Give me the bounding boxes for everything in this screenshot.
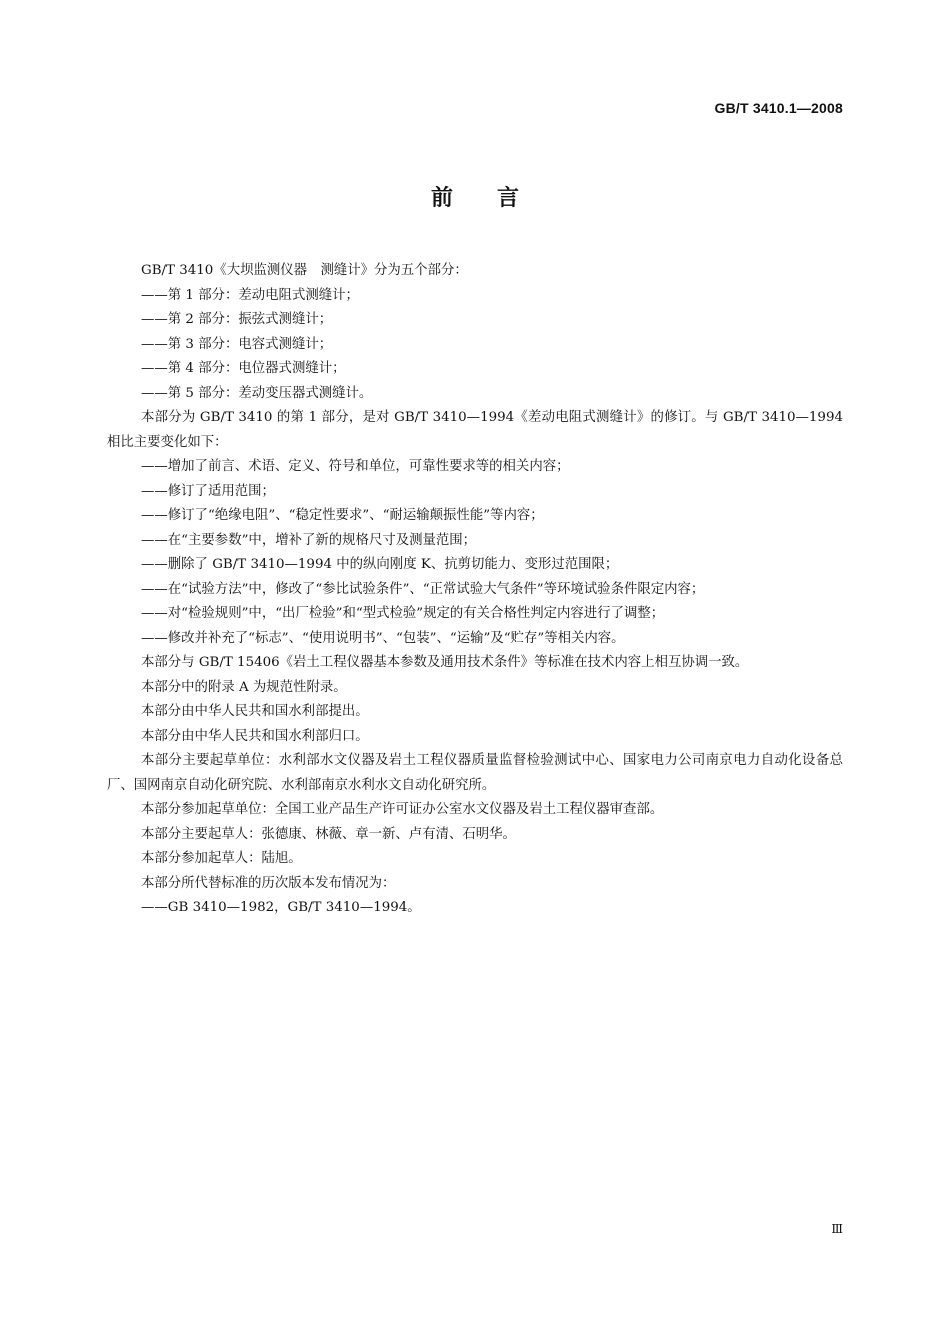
- list-item: ——修改并补充了“标志”、“使用说明书”、“包装”、“运输”及“贮存”等相关内容。: [141, 630, 625, 646]
- list-item: ——删除了 GB/T 3410—1994 中的纵向刚度 K、抗剪切能力、变形过范围限；: [141, 557, 619, 572]
- list-item: ——第 5 部分：差动变压器式测缝计。: [141, 385, 373, 401]
- paragraph: 本部分由中华人民共和国水利部归口。: [141, 728, 369, 744]
- list-item: ——修订了“绝缘电阻”、“稳定性要求”、“耐运输颠振性能”等内容；: [141, 508, 544, 523]
- paragraph: 本部分参加起草人：陆旭。: [141, 851, 302, 866]
- document-body: [107, 259, 843, 921]
- list-item: ——第 2 部分：振弦式测缝计；: [141, 312, 333, 327]
- list-item: ——对“检验规则”中，“出厂检验”和“型式检验”规定的有关合格性判定内容进行了调整；: [141, 606, 665, 621]
- paragraph: 本部分为 GB/T 3410 的第 1 部分，是对 GB/T 3410—1994《差动电阻式测缝计》的修订。与 GB/T 3410—1994 相比主要变化如下：: [107, 410, 843, 450]
- page-number: Ⅲ: [831, 1222, 843, 1236]
- list-item: ——修订了适用范围；: [141, 483, 275, 499]
- list-item: ——第 4 部分：电位器式测缝计；: [141, 361, 346, 376]
- page-title: 前言: [430, 186, 563, 211]
- list-item: ——增加了前言、术语、定义、符号和单位，可靠性要求等的相关内容；: [141, 459, 570, 474]
- paragraph: 本部分主要起草人：张德康、林薇、章一新、卢有清、石明华。: [141, 826, 516, 842]
- list-item: ——第 3 部分：电容式测缝计；: [141, 336, 333, 352]
- paragraph: 本部分参加起草单位：全国工业产品生产许可证办公室水文仪器及岩土工程仪器审查部。: [141, 802, 664, 817]
- standard-code: GB/T 3410.1—2008: [714, 100, 843, 116]
- list-item: ——第 1 部分：差动电阻式测缝计；: [141, 287, 359, 303]
- list-item: ——在“主要参数”中，增补了新的规格尺寸及测量范围；: [141, 532, 477, 548]
- paragraph: 本部分所代替标准的历次版本发布情况为：: [141, 875, 396, 891]
- list-item: ——在“试验方法”中，修改了“参比试验条件”、“正常试验大气条件”等环境试验条件限定内容；: [141, 581, 705, 597]
- paragraph: 本部分由中华人民共和国水利部提出。: [141, 704, 369, 719]
- paragraph: GB/T 3410《大坝监测仪器 测缝计》分为五个部分：: [141, 263, 468, 278]
- paragraph: 本部分主要起草单位：水利部水文仪器及岩土工程仪器质量监督检验测试中心、国家电力公司南京电力自动化设备总厂、国网南京自动化研究院、水利部南京水利水文自动化研究所。: [107, 753, 843, 793]
- list-item: ——GB 3410—1982，GB/T 3410—1994。: [141, 900, 421, 915]
- paragraph: 本部分中的附录 A 为规范性附录。: [141, 679, 347, 695]
- paragraph: 本部分与 GB/T 15406《岩土工程仪器基本参数及通用技术条件》等标准在技术内容上相互协调一致。: [141, 655, 749, 670]
